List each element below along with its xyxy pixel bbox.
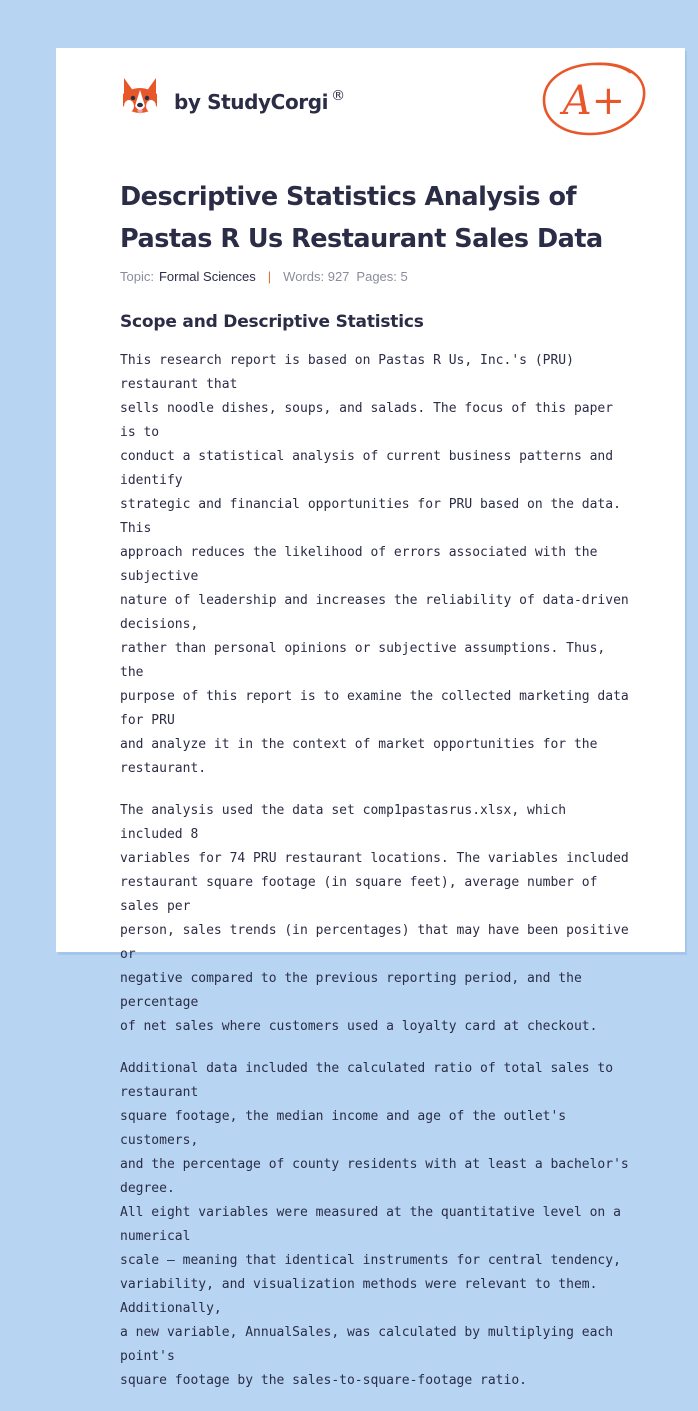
word-count: Words: 927 [283, 269, 350, 284]
page-count: Pages: 5 [356, 269, 408, 284]
logo-text: by StudyCorgi ® [174, 88, 345, 114]
studycorgi-logo[interactable] [120, 76, 345, 120]
meta-separator: | [267, 269, 272, 284]
corgi-icon [120, 76, 160, 120]
grade-badge [538, 58, 650, 144]
paragraph: Additional data included the calculated ratio of total sales to restaurant square footage, the median income and age of the outlet's customers, and the percentage of county residents with at least a bachelor's degree. All eight variables were measured at the quantitative level on a numerical scale — meaning that identical instruments for central tendency, variability, and visualization methods were relevant to them. Additionally, a new variable, AnnualSales, was calculated by multiplying each point's square footage by the sales-to-square-footage ratio. [120, 1061, 629, 1388]
paragraph: The analysis used the data set comp1pastasrus.xlsx, which included 8 variables for 74 PRU restaurant locations. The variables included restaurant square footage (in square feet), average number of sales per person, sales trends (in percentages) that may have been positive or negative compared to the previous reporting period, and the percentage of net sales where customers used a loyalty card at checkout. [120, 803, 629, 1034]
grade-text: A+ [562, 78, 626, 124]
topic-label: Topic: [120, 269, 154, 284]
document-card [56, 48, 685, 1388]
section-heading: Scope and Descriptive Statistics [120, 312, 424, 332]
meta-line [120, 269, 408, 284]
topic-link[interactable]: Formal Sciences [158, 269, 256, 284]
article-body [120, 349, 635, 1411]
page-title: Descriptive Statistics Analysis of Pastas R Us Restaurant Sales Data [120, 182, 603, 254]
paragraph: This research report is based on Pastas R Us, Inc.'s (PRU) restaurant that sells noodle dishes, soups, and salads. The focus of this paper is to conduct a statistical analysis of current business patterns and identify strategic and financial opportunities for PRU based on the data. This approach reduces the likelihood of errors associated with the subjective nature of leadership and increases the reliability of data-driven decisions, rather than personal opinions or subjective assumptions. Thus, the purpose of this report is to examine the collected marketing data for PRU and analyze it in the context of market opportunities for the restaurant. [120, 353, 629, 776]
grade-circle-icon [538, 58, 650, 140]
